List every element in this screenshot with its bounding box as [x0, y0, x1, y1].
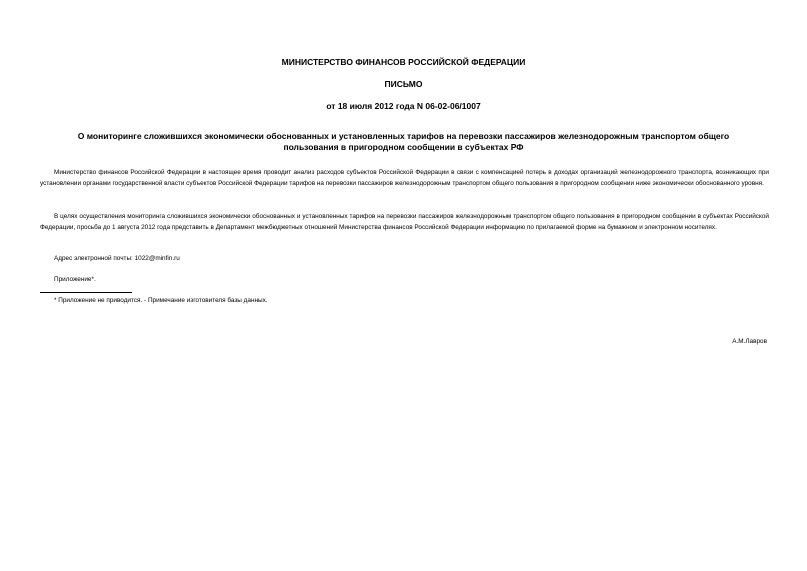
body-paragraph-1: Министерство финансов Российской Федерации в настоящее время проводит анализ расходов субъектов Российской Федерации в связи с компенсацией потерь в доходах организаций железнодорожного транспорта, возникающих при установлении органами государственной власти субъектов Российской Федерации тарифов на перевозки пассажиров железнодорожным транспортом общего пользования в пригородном сообщении ниже экономически обоснованного уровня.: [40, 169, 769, 187]
document-type-heading: ПИСЬМО: [384, 79, 423, 89]
footnote-text: * Приложение не приводится. - Примечание изготовителя базы данных.: [54, 297, 268, 304]
ministry-heading: МИНИСТЕРСТВО ФИНАНСОВ РОССИЙСКОЙ ФЕДЕРАЦИИ: [281, 57, 526, 67]
appendix-line: Приложение*.: [54, 276, 96, 283]
email-line: Адрес электронной почты: 1022@minfin.ru: [54, 255, 180, 262]
footnote-divider: [40, 292, 132, 293]
body-paragraph-2: В целях осуществления мониторинга сложившихся экономически обоснованных и установленных тарифов на перевозки пассажиров железнодорожным транспортом общего пользования в пригородном сообщении в субъектах Российской Федерации, просьба до 1 августа 2012 года представить в Департамент межбюджетных отношений Министерства финансов Российской Федерации информацию по прилагаемой форме на бумажном и электронном носителях.: [40, 213, 769, 231]
document-subject: О мониторинге сложившихся экономически обоснованных и установленных тарифов на перевозки пассажиров железнодорожным транспортом общего пользования в пригородном сообщении в субъектах РФ: [77, 131, 730, 152]
document-date-number: от 18 июля 2012 года N 06-02-06/1007: [326, 101, 481, 111]
signature: А.М.Лавров: [732, 338, 767, 345]
